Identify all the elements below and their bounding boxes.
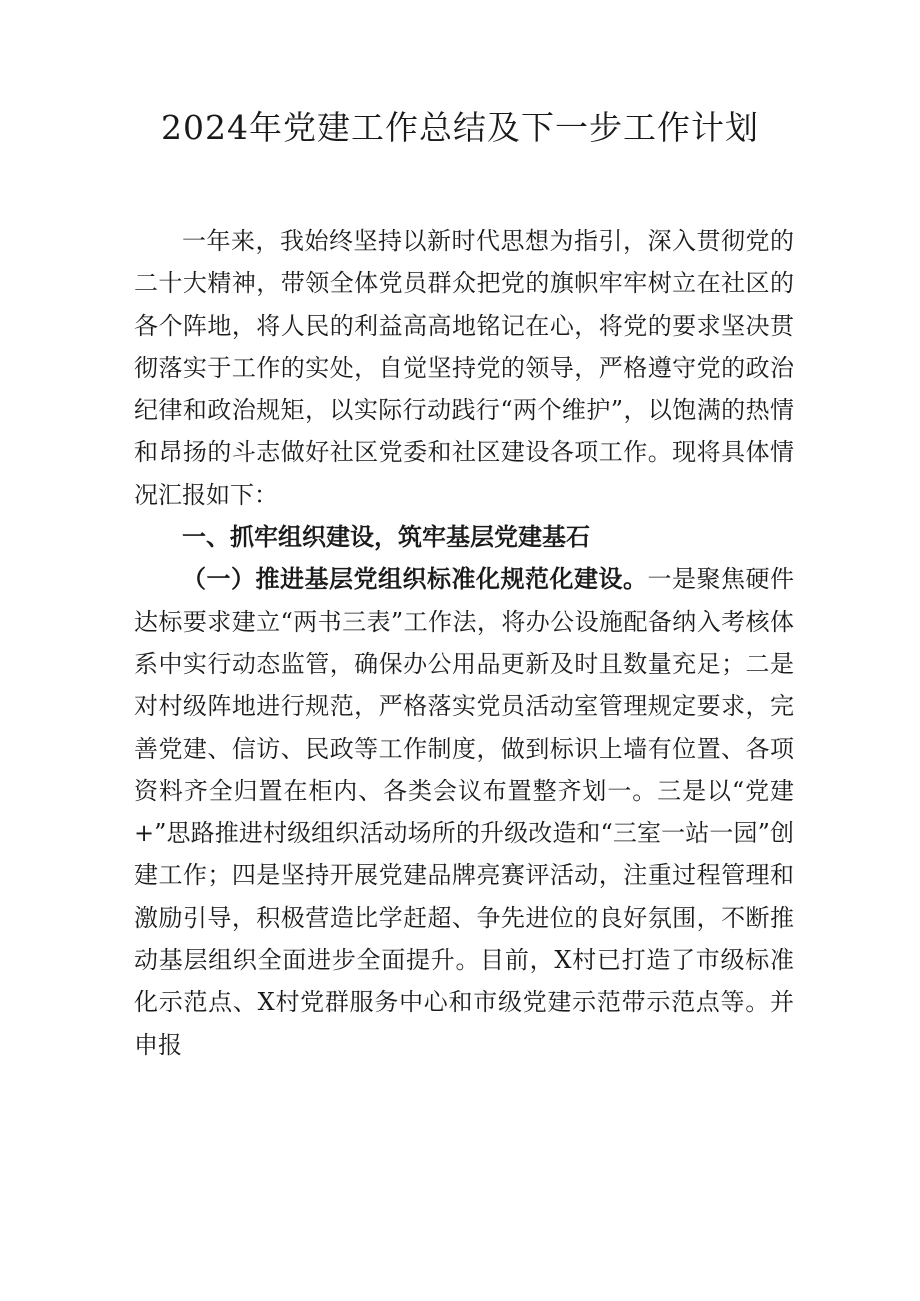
subsection-text: 一是聚焦硬件达标要求建立“两书三表”工作法，将办公设施配备纳入考核体系中实行动态监管，确保办公用品更新及时且数量充足；二是对村级阵地进行规范，严格落实党员活动室管理规定要求，完善党建、信访、民政等工作制度，做到标识上墙有位置、各项资料齐全归置在柜内、各类会议布置整齐划一。三是以“党建+”思路推进村级组织活动场所的升级改造和“三室一站一园”创建工作；四是坚持开展党建品牌亮赛评活动，注重过程管理和激励引导，积极营造比学赶超、争先进位的良好氛围，不断推动基层组织全面进步全面提升。目前，X村已打造了市级标准化示范点、X村党群服务中心和市级党建示范带示范点等。并申报	[134, 565, 794, 1059]
subsection-lead: （一）推进基层党组织标准化规范化建设。	[182, 564, 648, 594]
intro-paragraph: 一年来，我始终坚持以新时代思想为指引，深入贯彻党的二十大精神，带领全体党员群众把党的旗帜牢牢树立在社区的各个阵地，将人民的利益高高地铭记在心，将党的要求坚决贯彻落实于工作的实处，自觉坚持党的领导，严格遵守党的政治纪律和政治规矩，以实际行动践行“两个维护”，以饱满的热情和昂扬的斗志做好社区党委和社区建设各项工作。现将具体情况汇报如下：	[134, 227, 794, 509]
subsection-paragraph	[134, 558, 794, 1066]
document-body	[134, 220, 794, 1066]
document-title: 2024年党建工作总结及下一步工作计划	[161, 108, 759, 147]
section-heading: 一、抓牢组织建设，筑牢基层党建基石	[182, 522, 590, 552]
